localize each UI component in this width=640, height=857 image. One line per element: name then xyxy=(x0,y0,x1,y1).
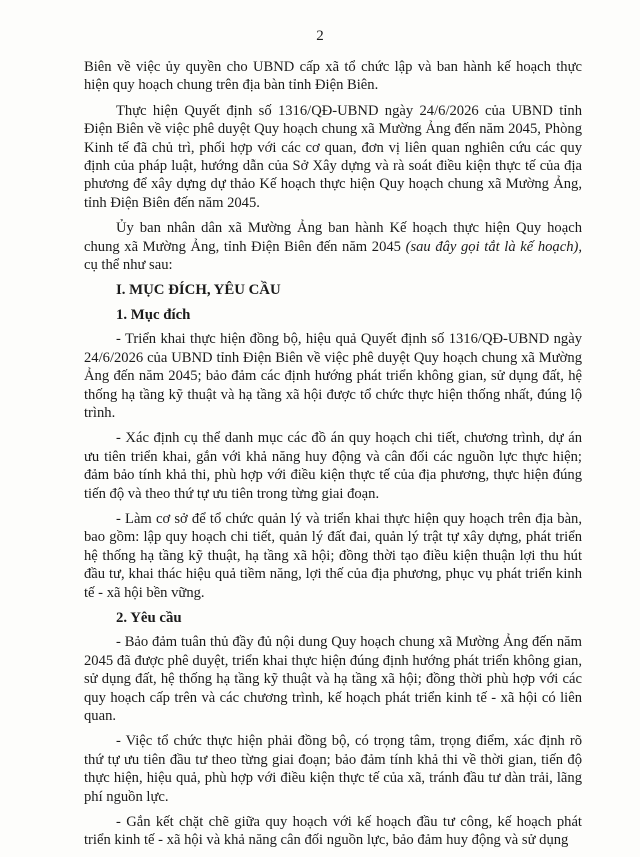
purpose-item-2: - Xác định cụ thể danh mục các đồ án quy hoạch chi tiết, chương trình, dự án ưu tiên triển khai, gắn với khả năng huy động và cân đối các nguồn lực thực hiện; đảm bảo tính khả thi, phù hợp với điều kiện thực tế của địa phương, thực hiện đúng tiến độ và theo thứ tự ưu tiên trong từng giai đoạn. xyxy=(84,430,582,502)
purpose-item-3: - Làm cơ sở để tổ chức quản lý và triển khai thực hiện quy hoạch trên địa bàn, bao gồm: lập quy hoạch chi tiết, quản lý đất đai, quản lý trật tự xây dựng, phát triển hệ thống hạ tầng kỹ thuật, hạ tầng xã hội; đồng thời tạo điều kiện thuận lợi thu hút đầu tư, khai thác hiệu quả tiềm năng, lợi thế của địa phương, phục vụ phát triển kinh tế - xã hội bền vững. xyxy=(84,510,582,601)
purpose-item-1: - Triển khai thực hiện đồng bộ, hiệu quả Quyết định số 1316/QĐ-UBND ngày 24/6/2026 của UBND tỉnh Điện Biên về việc phê duyệt Quy hoạch chung xã Mường Ảng đến năm 2045; bảo đảm các định hướng phát triển không gian, sử dụng đất, hệ thống hạ tầng kỹ thuật và hạ tầng xã hội được tổ chức thực hiện thống nhất, đúng lộ trình. xyxy=(84,331,582,421)
section-heading-purpose-requirements: I. MỤC ĐÍCH, YÊU CẦU xyxy=(116,282,281,299)
subsection-heading-purpose: 1. Mục đích xyxy=(116,306,191,323)
page-number: 2 xyxy=(316,28,324,44)
paragraph-issuance xyxy=(84,219,582,274)
issuance-text: Ủy ban nhân dân xã Mường Ảng ban hành Kế hoạch thực hiện Quy hoạch chung xã Mường Ảng, tỉnh Điện Biên đến năm 2045 xyxy=(84,220,582,255)
subsection-heading-requirements: 2. Yêu cầu xyxy=(116,609,182,626)
requirement-item-3: - Gắn kết chặt chẽ giữa quy hoạch với kế hoạch đầu tư công, kế hoạch phát triển kinh tế - xã hội và khả năng cân đối nguồn lực, bảo đảm huy động và sử dụng xyxy=(84,814,582,849)
requirement-item-1: - Bảo đảm tuân thủ đầy đủ nội dung Quy hoạch chung xã Mường Ảng đến năm 2045 đã được phê duyệt, triển khai thực hiện đúng định hướng phát triển không gian, sử dụng đất, hệ thống hạ tầng kỹ thuật và hạ tầng xã hội; đồng thời phù hợp với các quy hoạch cấp trên và các chương trình, kế hoạch phát triển kinh tế - xã hội có liên quan. xyxy=(84,634,582,724)
issuance-end: cụ thể như sau: xyxy=(84,257,173,274)
document-body xyxy=(84,58,582,857)
paragraph-implementation: Thực hiện Quyết định số 1316/QĐ-UBND ngày 24/6/2026 của UBND tỉnh Điện Biên về việc phê duyệt Quy hoạch chung xã Mường Ảng đến năm 2045, Phòng Kinh tế đã chủ trì, phối hợp với các cơ quan, đơn vị liên quan nghiên cứu các quy định của pháp luật, hướng dẫn của Sở Xây dựng và rà soát điều kiện thực tế của địa phương để xây dựng dự thảo Kế hoạch thực hiện Quy hoạch chung xã Mường Ảng, tỉnh Điện Biên đến năm 2045. xyxy=(84,102,582,211)
issuance-italic-note: (sau đây gọi tắt là kế hoạch), xyxy=(405,238,582,255)
requirement-item-2: - Việc tổ chức thực hiện phải đồng bộ, có trọng tâm, trọng điểm, xác định rõ thứ tự ưu tiên đầu tư theo từng giai đoạn; bảo đảm tính khả thi về thời gian, tiến độ thực hiện, hiệu quả, phù hợp với điều kiện thực tế của xã, tránh đầu tư dàn trải, lãng phí nguồn lực. xyxy=(84,733,582,805)
paragraph-continuation: Biên về việc ủy quyền cho UBND cấp xã tổ chức lập và ban hành kế hoạch thực hiện quy hoạch chung trên địa bàn tỉnh Điện Biên. xyxy=(84,59,582,94)
